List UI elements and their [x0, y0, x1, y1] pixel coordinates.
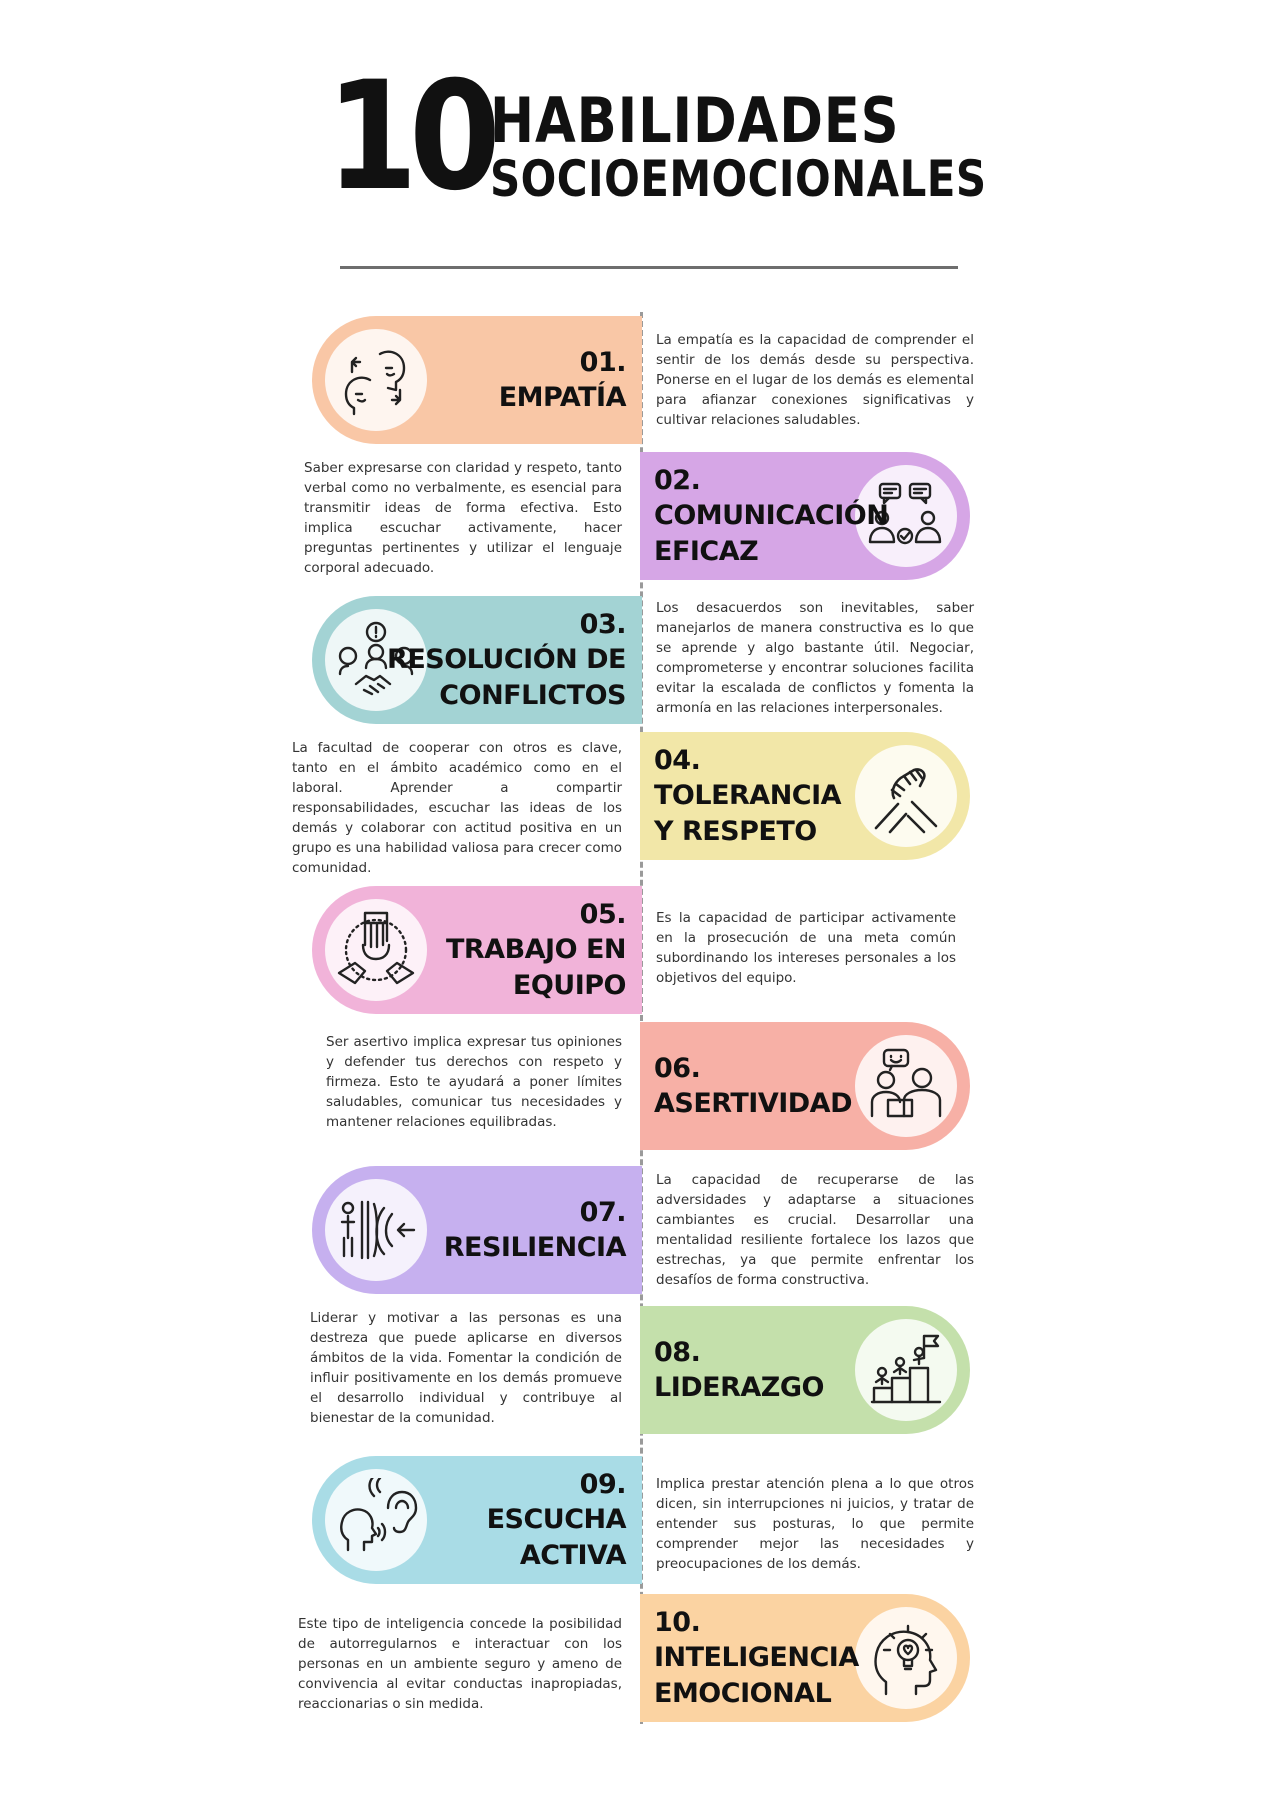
skill-description-resiliencia: La capacidad de recuperarse de las adversidades y adaptarse a situaciones cambiantes es crucial. Desarrollar una mentalidad resiliente fortalece los lazos que estrechas, ya que permite enfrentar los desafíos de forma constructiva.: [656, 1172, 974, 1288]
skill-number: 10.: [654, 1607, 701, 1639]
skill-label: [654, 1306, 824, 1434]
skill-number: 02.: [654, 465, 701, 497]
header-title-line2: SOCIOEMOCIONALES: [490, 150, 987, 209]
skill-label: [499, 316, 626, 444]
skill-number: 07.: [579, 1196, 626, 1228]
skill-label: [654, 732, 841, 860]
skill-number: 04.: [654, 745, 701, 777]
skill-label: [387, 596, 626, 724]
skill-number: 01.: [579, 346, 626, 378]
skill-description-resolucion: Los desacuerdos son inevitables, saber manejarlos de manera constructiva es lo que se aprende y algo bastante útil. Negociar, comprometerse y encontrar soluciones facilita evitar la escalada de conflictos y fomenta la armonía en las relaciones interpersonales.: [656, 600, 974, 716]
skill-name: ASERTIVIDAD: [654, 1088, 852, 1119]
skill-number: 08.: [654, 1336, 701, 1368]
skill-number: 03.: [579, 609, 626, 641]
skill-pill-escucha-activa: [312, 1456, 642, 1584]
skill-description-trabajo-en-equipo: Es la capacidad de participar activamente en la prosecución de una meta común subordinando los intereses personales a los objetivos del equipo.: [656, 910, 956, 986]
skill-description-comunicacion: Saber expresarse con claridad y respeto, tanto verbal como no verbalmente, es esencial para transmitir ideas de forma efectiva. Esto implica escuchar activamente, hacer preguntas pertinentes y utilizar el lenguaje corporal adecuado.: [304, 460, 622, 576]
skill-label: [446, 886, 626, 1014]
skill-pill-inteligencia-emocional: [640, 1594, 970, 1722]
skill-description-empatia: La empatía es la capacidad de comprender el sentir de los demás desde su perspectiva. Ponerse en el lugar de los demás es elemental para afianzar conexiones significativas y cultivar relaciones saludables.: [656, 332, 974, 428]
skill-number: 06.: [654, 1052, 701, 1084]
skill-label: [654, 1594, 859, 1722]
skill-description-tolerancia: La facultad de cooperar con otros es clave, tanto en el ámbito académico como en el laboral. Aprender a compartir responsabilidades, escuchar las ideas de los demás y colaborar con actitud positiva en un grupo es una habilidad valiosa para crecer como comunidad.: [292, 740, 622, 876]
skill-name: CONFLICTOS: [439, 679, 626, 711]
skill-name: ESCUCHA: [486, 1504, 626, 1536]
skill-description-asertividad: Ser asertivo implica expresar tus opiniones y defender tus derechos con respeto y firmeza. Esto te ayudará a poner límites saludables, comunicar tus necesidades y mantener relaciones equilibradas.: [326, 1034, 622, 1130]
header-title-line1: HABILIDADES: [490, 84, 900, 157]
skill-name: Y RESPETO: [654, 815, 817, 847]
skill-pill-comunicacion: [640, 452, 970, 580]
header-divider-line: [340, 266, 958, 269]
resilience-pressure-icon: [325, 1179, 427, 1281]
listening-head-icon: [325, 1469, 427, 1571]
skill-name: RESILIENCIA: [443, 1232, 626, 1263]
skill-description-liderazgo: Liderar y motivar a las personas es una destreza que puede aplicarse en diversos ámbitos de la vida. Fomentar la condición de influir positivamente en los demás promueve el desarrollo individual y contribuye al bienestar de la comunidad.: [310, 1310, 622, 1426]
skill-description-escucha-activa: Implica prestar atención plena a lo que otros dicen, sin interrupciones ni juicios, y tratar de entender sus posturas, lo que permite comprender mejor las necesidades y preocupaciones de los demás.: [656, 1476, 974, 1572]
team-hands-icon: [325, 899, 427, 1001]
header-number: 10: [326, 50, 493, 224]
skill-pill-liderazgo: [640, 1306, 970, 1434]
conversation-people-icon: [855, 1035, 957, 1137]
skill-pill-resiliencia: [312, 1166, 642, 1294]
skill-number: 09.: [579, 1469, 626, 1501]
skill-pill-tolerancia: [640, 732, 970, 860]
skill-label: [654, 1022, 852, 1150]
skill-name: COMUNICACIÓN: [654, 500, 889, 532]
skill-name: INTELIGENCIA: [654, 1642, 859, 1674]
skill-name: LIDERAZGO: [654, 1372, 824, 1403]
skill-name: RESOLUCIÓN DE: [387, 644, 626, 676]
skill-label: [654, 452, 888, 580]
skill-name: EMOCIONAL: [654, 1677, 832, 1709]
header-title: [490, 84, 1081, 209]
skill-number: 05.: [579, 899, 626, 931]
head-lightbulb-heart-icon: [855, 1607, 957, 1709]
skill-name: ACTIVA: [519, 1539, 626, 1571]
faces-exchange-icon: [325, 329, 427, 431]
skill-label: [444, 1166, 626, 1294]
skill-pill-asertividad: [640, 1022, 970, 1150]
skill-name: EFICAZ: [654, 535, 759, 567]
leader-flag-icon: [855, 1319, 957, 1421]
skill-name: TRABAJO EN: [445, 934, 626, 966]
arm-wrestle-hands-icon: [855, 745, 957, 847]
skill-label: [487, 1456, 626, 1584]
skill-name: EMPATÍA: [498, 382, 626, 413]
skill-pill-empatia: [312, 316, 642, 444]
skill-name: EQUIPO: [512, 969, 626, 1001]
skill-pill-resolucion: [312, 596, 642, 724]
skill-description-inteligencia-emocional: Este tipo de inteligencia concede la posibilidad de autorregularnos e interactuar con los personas en un ambiente seguro y ameno de convivencia al evitar conductas inapropiadas, reaccionarias o sin medida.: [298, 1616, 622, 1712]
skill-name: TOLERANCIA: [654, 780, 842, 812]
skill-pill-trabajo-en-equipo: [312, 886, 642, 1014]
